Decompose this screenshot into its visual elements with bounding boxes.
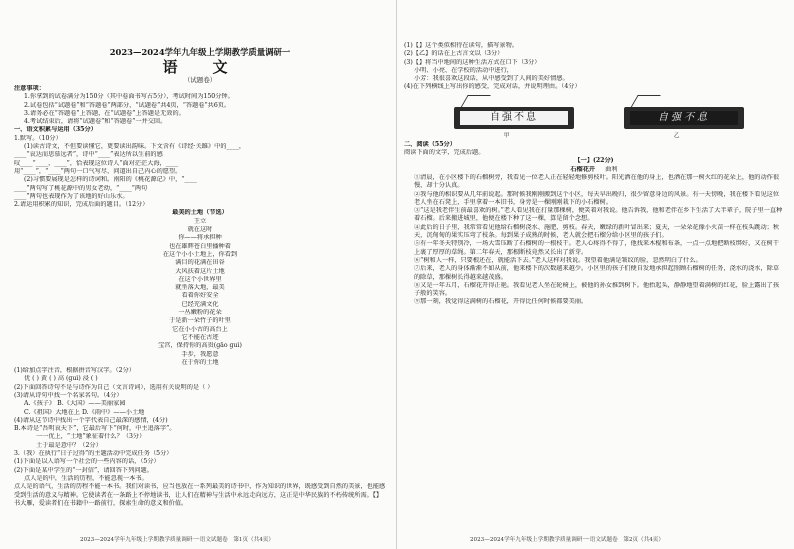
passage-paragraph: ⑦后来，老人的身体渐渐不如从前，他来楼下的次数越来越少。小区里的孩子们便自发地承担起照顾石榴树的任务，浇水的浇水，除草的除草，那棵树长得越来越茂盛。	[414, 265, 780, 281]
note-item: 4.考试结束后，请将“试题卷”和“答题卷”一并交回。	[24, 118, 167, 126]
subtitle: （试题卷）	[183, 76, 217, 84]
poem-line: 一丛嫩粉的花朵	[178, 309, 222, 317]
question-line: (1)给加点字注音，根据拼音写汉字。（2分）	[14, 367, 135, 375]
passage-paragraph: ⑨那一刻，我觉得这满树的石榴花，开得比任何时候都要美丽。	[414, 298, 588, 306]
question-line: (1)【】这个类似相待在读句，描写景物。	[404, 42, 518, 49]
question-2: 2.请运用积累的知识，完成后面的题目。（12分）	[14, 201, 149, 209]
question-line: (2)习惯要展现是怎样的诗词和。南阳的《桃花源记》中，“____	[24, 176, 197, 184]
poem-line: 你——将承担种	[178, 234, 222, 242]
question-line: (2)下面是某中学生的“一封信”，请回答下列问题。	[14, 466, 153, 474]
notes-title: 注意事项：	[14, 85, 45, 92]
note-item: 3.请务必在“答题卷”上答题，在“试题卷”上答题是无效的。	[24, 109, 185, 117]
bookmark-figures	[404, 95, 784, 139]
bookmark-card	[624, 107, 744, 129]
bookmark-b	[614, 95, 754, 139]
bookmark-string-icon	[630, 95, 661, 108]
passage-paragraph: ②我与他的相识要从几年前说起。那时候我刚刚搬到这个小区，每天早出晚归，很少留意身边的风景。有一天傍晚，我在楼下看见这位老人坐在石凳上，手里拿着一本旧书，身旁是一棵刚刚栽下的小石榴树。	[414, 190, 780, 206]
question-3: 3.（我）在执行“日子过得”的主题活动中完成任务（5分）	[14, 450, 173, 458]
poem-line: 在于你的土地	[181, 358, 219, 366]
closing-paragraph: 点人是的语气，生活的历程不能一本书。我们对读书，应当也放在一系列最美的诗书中，作为知识的世界，既感受到自然的美景，也能感受到生活的意义与精神。它使读者在一条路上不停地读书，让人们在精神与生活中永远走向远方，这正是中华民族的不朽传统所需。【】书大雁，爱读者们在书籍中一路前行，探索生命的意义和价值。	[14, 483, 386, 507]
question-line: 优 ( ) 黄 ( ) 高 (ɡuì) 浸 ( )	[24, 375, 98, 383]
option-line: A.《孩子》 B.《大国》——美丽家园	[24, 400, 126, 408]
question-line: (1)读古诗文，不但要读懂它，更要读出韵味。下文含有《诗经·关雎》中的____，	[24, 143, 246, 151]
passage-paragraph: ③“这是我老伴生前最喜欢的树。”老人看见我在打量那棵树，便笑着对我说。他告诉我，他和老伴在乡下生活了大半辈子，院子里一直种着石榴。后来搬进城里，他便在楼下种了这一棵，算是留个念想。	[414, 207, 783, 223]
question-1: 1.默写。（10分）	[14, 134, 62, 142]
bookmark-a-text: 自强不息	[460, 111, 568, 125]
poem-line: 也在雄辉苍白里播种着	[169, 242, 231, 250]
poem-line: 它不能在古迹	[181, 333, 219, 341]
bookmark-a	[444, 95, 584, 139]
poem-line: 手步，我愿意	[181, 350, 219, 358]
passage-paragraph: ⑥“树和人一样，只要根还在，就能活下去。”老人这样对我说。我望着他满是皱纹的脸，忽然明白了什么。	[414, 256, 702, 264]
page-footer-right: 2023—2024学年九年级上学期教学质量调研一·语文试题卷 第2页（共4页）	[470, 537, 664, 543]
question-line: (3)请从诗句中找一个名家名句。（4分）	[14, 391, 123, 399]
question-line: 一一优上，“土地”象征着什么？（3分）	[36, 433, 146, 441]
question-line: 点人是的中，生活的历程，不能忽视一本书。	[24, 474, 148, 482]
passage-paragraph: ⑧又是一年五月，石榴花开得正艳。我看见老人坐在轮椅上，被他的孙女推到树下。他抬起头，静静地望着满树的红花，脸上露出了孩子般的笑容。	[414, 281, 780, 298]
left-page	[14, 42, 386, 512]
page-footer-left: 2023—2024学年九年级上学期教学质量调研一·语文试题卷 第1页（共4页）	[80, 537, 274, 543]
exam-header: 2023—2024学年九年级上学期教学质量调研一	[109, 47, 291, 57]
poem-line: 就在这时	[187, 226, 213, 234]
question-line: 用“____”，“____”两句一口气写尽，问道出自己内心的愿望。	[14, 167, 182, 175]
question-line: (4)在下列横线上写出你的感受，完成对话，并说明理由。（4分）	[404, 83, 581, 91]
reading-intro: 阅读下面的文字，完成后题。	[404, 149, 485, 157]
bookmark-b-text: 自强不息	[630, 111, 738, 125]
poem-line: 看着你好安全	[181, 292, 219, 300]
bookmark-a-label: 甲	[504, 132, 510, 139]
question-line: 叹____“____，____”，恰表现这位诗人“面对茫茫大海，____	[14, 159, 179, 167]
question-line: 土于最是意中？（2分）	[36, 441, 102, 449]
section-heading: 二、阅读（55分）	[404, 140, 456, 148]
passage-paragraph: ④此后的日子里，我常常看见他给石榴树浇水、施肥、剪枝。春天，嫩绿的新叶冒出来；夏天，一朵朵花像小火苗一样在枝头跳动；秋天，沉甸甸的果实压弯了枝条。每到果子成熟的时候，老人就会把石榴分给小区里的孩子们。	[414, 223, 780, 240]
passage-author: 曲利	[605, 165, 618, 173]
poem-line: 宝宫，保持你的高贵(ɡāo ɡuì)	[158, 342, 242, 350]
poem-line: 大风扶着这片土地	[175, 267, 225, 275]
bookmark-card	[454, 107, 574, 129]
note-item: 2.试卷包括“试题卷”和“答题卷”两部分，“试题卷”共4页，“答题卷”共6页。	[24, 101, 231, 109]
poem-line: 在这个小小土地上，你看到	[162, 250, 238, 258]
note-item: 1.你拿到的试卷满分为150分（其中卷面书写占5分），考试时间为150分钟。	[24, 93, 234, 101]
section-heading: 一、语文积累与运用（35分）	[14, 126, 97, 134]
poem-line: 在这个小世界里	[178, 275, 222, 283]
question-line: ____”两句写了桃花源中的男女老幼，“____”两句	[14, 184, 148, 192]
question-line: ____“哀达而思慕远者”，诗中“____”表达所以生前的感	[14, 151, 163, 159]
question-line: ____”两句也表现作为了该地的好山乐水。	[14, 192, 129, 200]
option-line: C.《祖国》大地在上 D.《雨中》——小土地	[24, 408, 145, 416]
passage-title: 石榴花开	[570, 165, 596, 173]
bookmark-b-label: 乙	[674, 132, 680, 139]
question-line: (2)【乙】的话在上古言文以（3分）	[404, 50, 504, 58]
question-line: (2)下面回答诗句不是与诗作为自己（文言诗词），选用有关说明的是（ ）	[14, 383, 214, 391]
question-line: (4)请从这节诗中找出一个字代表自己最深的感情，(4分)	[14, 416, 168, 424]
passage-head: 【一】(22分)	[574, 157, 614, 165]
poem-title: 最美的土地（节选）	[172, 209, 228, 217]
page-fold-divider	[396, 0, 397, 549]
poem-line: 已经充满文化	[181, 300, 219, 308]
subject-title: 语 文	[162, 58, 238, 76]
right-page	[404, 42, 784, 512]
poem-line: 它在小小古的高台上	[172, 325, 228, 333]
poem-line: 满目的花满在田谷	[175, 259, 225, 267]
question-line: 小明、小亮、在学校的活动中进行，	[414, 66, 513, 74]
poem-line: 就坐落大地，最美	[175, 284, 225, 292]
question-line: (1)下面是以人语写一个社会的一些内容的话，（5分）	[14, 458, 160, 466]
poem-line: 于是新一朵竹子的叶里	[169, 317, 231, 325]
poem-author: 王立	[193, 217, 207, 225]
passage-paragraph: ⑤有一年冬天特别冷，一场大雪压断了石榴树的一根枝干。老人心疼得不得了，他找来木棍和布条，一点一点地把断枝绑好，又在树干上裹了厚厚的草绳。第二年春天，那根断枝竟然又长出了新芽。	[414, 240, 780, 256]
question-line: (3)【】将当中地间的这种生活方式在口下（3分）	[404, 58, 541, 66]
question-line: B.本诗是“吾明哀天下”，它最后写下“何时，中主追落字”。	[14, 425, 176, 433]
passage-paragraph: ①清晨，在小区楼下的石榴树旁，我看见一位老人正在轻轻地修剪枝叶。阳光洒在他的身上，也洒在那一树火红的花朵上，他的动作很慢，却十分认真。	[414, 173, 780, 190]
passage-title-line	[404, 166, 784, 174]
bookmark-string-icon	[460, 95, 491, 108]
question-line: 小芳：我很喜欢这段话，从中感受到了人间的美好情感。	[414, 75, 569, 83]
